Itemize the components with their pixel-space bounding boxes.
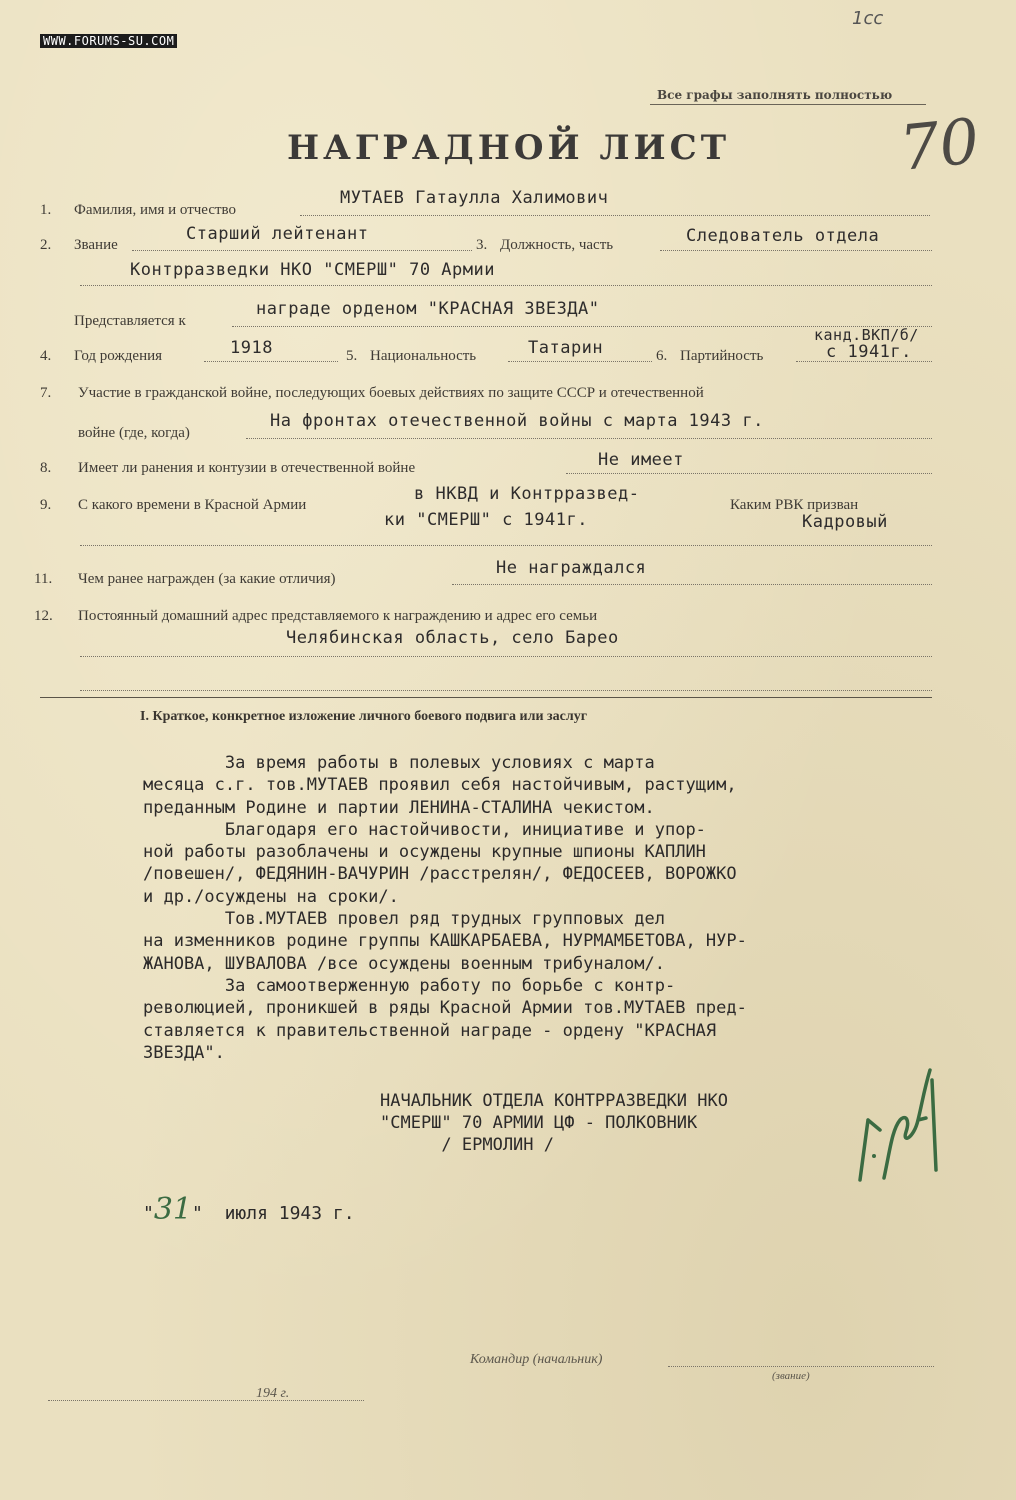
field-label-prior-awards: Чем ранее награжден (за какие отличия)	[78, 571, 336, 587]
field-value-name: МУТАЕВ Гатаулла Халимович	[340, 188, 609, 208]
merit-description: За время работы в полевых условиях с марта месяца с.г. тов.МУТАЕВ проявил себя настойчивым, растущим, преданным Родине и партии ЛЕНИНА-СТАЛИНА чекистом. Благодаря его настойчивости, инициативе и упор- ной работы разоблачены и осуждены крупные шпионы КАПЛИН /повешен/, ФЕДЯНИН-ВАЧУРИН /расстрелян/, ФЕДОСЕЕВ, ВОРОЖКО и др./осуждены на сроки/. Тов.МУТАЕВ провел ряд трудных групповых дел на изменников родине группы КАШКАРБАЕВА, НУРМАМБЕТОВА, НУР- ЖАНОВА, ШУВАЛОВА /все осуждены военным трибуналом/. За самоотверженную работу по борьбе с контр- революцией, проникшей в ряды Красной Армии тов.МУТАЕВ пред- ставляется к правительственной награде - ордену "КРАСНАЯ ЗВЕЗДА".	[143, 753, 747, 1063]
field-number: 4.	[40, 348, 52, 364]
field-number: 6.	[656, 348, 668, 364]
field-value-prior-awards: Не награждался	[496, 558, 647, 578]
date-month-year: июля 1943 г.	[224, 1203, 355, 1224]
field-number: 8.	[40, 460, 52, 476]
field-line	[508, 361, 652, 362]
field-label-rank: Звание	[74, 237, 118, 253]
field-label-name: Фамилия, имя и отчество	[74, 202, 237, 218]
field-label-party: Партийность	[680, 348, 764, 364]
field-label-award: Представляется к	[74, 313, 186, 329]
document-date	[143, 1192, 355, 1227]
footer-commander-label: Командир (начальник)	[470, 1352, 603, 1367]
footer-rank-label: (звание)	[772, 1370, 810, 1382]
field-line	[668, 1366, 934, 1367]
page-title: НАГРАДНОЙ ЛИСТ	[287, 128, 731, 168]
field-value-party: канд.ВКП/б/	[814, 326, 919, 344]
signature-line-1: НАЧАЛЬНИК ОТДЕЛА КОНТРРАЗВЕДКИ НКО	[380, 1091, 728, 1111]
field-label-birth-year: Год рождения	[74, 348, 163, 364]
instruction: Все графы заполнять полностью	[657, 88, 893, 102]
field-value-birth-year: 1918	[230, 338, 273, 358]
watermark: WWW.FORUMS-SU.COM	[40, 34, 177, 48]
field-line	[132, 250, 472, 251]
section-divider	[40, 697, 932, 698]
date-day: 31	[153, 1192, 193, 1227]
field-number: 3.	[476, 237, 488, 253]
field-label-nationality: Национальность	[370, 348, 477, 364]
field-line	[452, 584, 932, 585]
date-quote-open: "	[143, 1203, 154, 1224]
field-value-war-participation: На фронтах отечественной войны с марта 1943 г.	[270, 411, 764, 431]
field-label-war-where: войне (где, когда)	[78, 425, 190, 441]
field-value-address: Челябинская область, село Барео	[286, 628, 619, 648]
field-label-war-participation: Участие в гражданской войне, последующих боевых действиях по защите СССР и отечественной	[78, 385, 704, 401]
date-quote-close: "	[192, 1203, 203, 1224]
field-label-rvk: Каким РВК призван	[730, 497, 859, 513]
footer-year: 194 г.	[256, 1386, 290, 1401]
field-value-army-since-2: ки "СМЕРШ" с 1941г.	[384, 510, 588, 530]
field-line	[80, 545, 932, 546]
field-line	[660, 250, 932, 251]
field-number: 5.	[346, 348, 358, 364]
field-line	[80, 690, 932, 691]
field-label-address: Постоянный домашний адрес представляемого к награждению и адрес его семьи	[78, 608, 598, 624]
field-value-nationality: Татарин	[528, 338, 604, 358]
signature-line-3: / ЕРМОЛИН /	[380, 1135, 554, 1155]
field-line	[300, 215, 930, 216]
field-number: 7.	[40, 385, 52, 401]
field-value-award: награде орденом "КРАСНАЯ ЗВЕЗДА"	[256, 299, 600, 319]
field-number: 2.	[40, 237, 52, 253]
field-value-party-since: с 1941г.	[826, 342, 912, 362]
signature-block	[380, 1090, 728, 1156]
instruction-underline	[650, 104, 926, 105]
signature-line-2: "СМЕРШ" 70 АРМИИ ЦФ - ПОЛКОВНИК	[380, 1113, 698, 1133]
field-value-wounds: Не имеет	[598, 450, 684, 470]
field-line	[48, 1400, 364, 1401]
field-number: 12.	[34, 608, 53, 624]
field-line	[566, 473, 932, 474]
field-value-army-since: в НКВД и Контрразвед-	[414, 484, 640, 504]
field-number: 11.	[34, 571, 53, 587]
section-title: I. Краткое, конкретное изложение личного боевого подвига или заслуг	[140, 709, 588, 724]
handwritten-signature	[840, 1060, 950, 1190]
field-label-wounds: Имеет ли ранения и контузии в отечественной войне	[78, 460, 416, 476]
field-line	[80, 285, 932, 286]
field-value-rank: Старший лейтенант	[186, 224, 369, 244]
field-line	[80, 656, 932, 657]
field-value-position: Следователь отдела	[686, 226, 880, 246]
archive-number: 70	[896, 104, 983, 185]
field-label-position: Должность, часть	[500, 237, 614, 253]
field-value-unit: Контрразведки НКО "СМЕРШ" 70 Армии	[130, 260, 495, 280]
field-value-rvk: Кадровый	[802, 512, 888, 532]
field-line	[246, 438, 932, 439]
field-number: 1.	[40, 202, 52, 218]
field-number: 9.	[40, 497, 52, 513]
field-label-army-since: С какого времени в Красной Армии	[78, 497, 307, 513]
field-line	[204, 361, 338, 362]
corner-number: 1cc	[852, 8, 884, 29]
